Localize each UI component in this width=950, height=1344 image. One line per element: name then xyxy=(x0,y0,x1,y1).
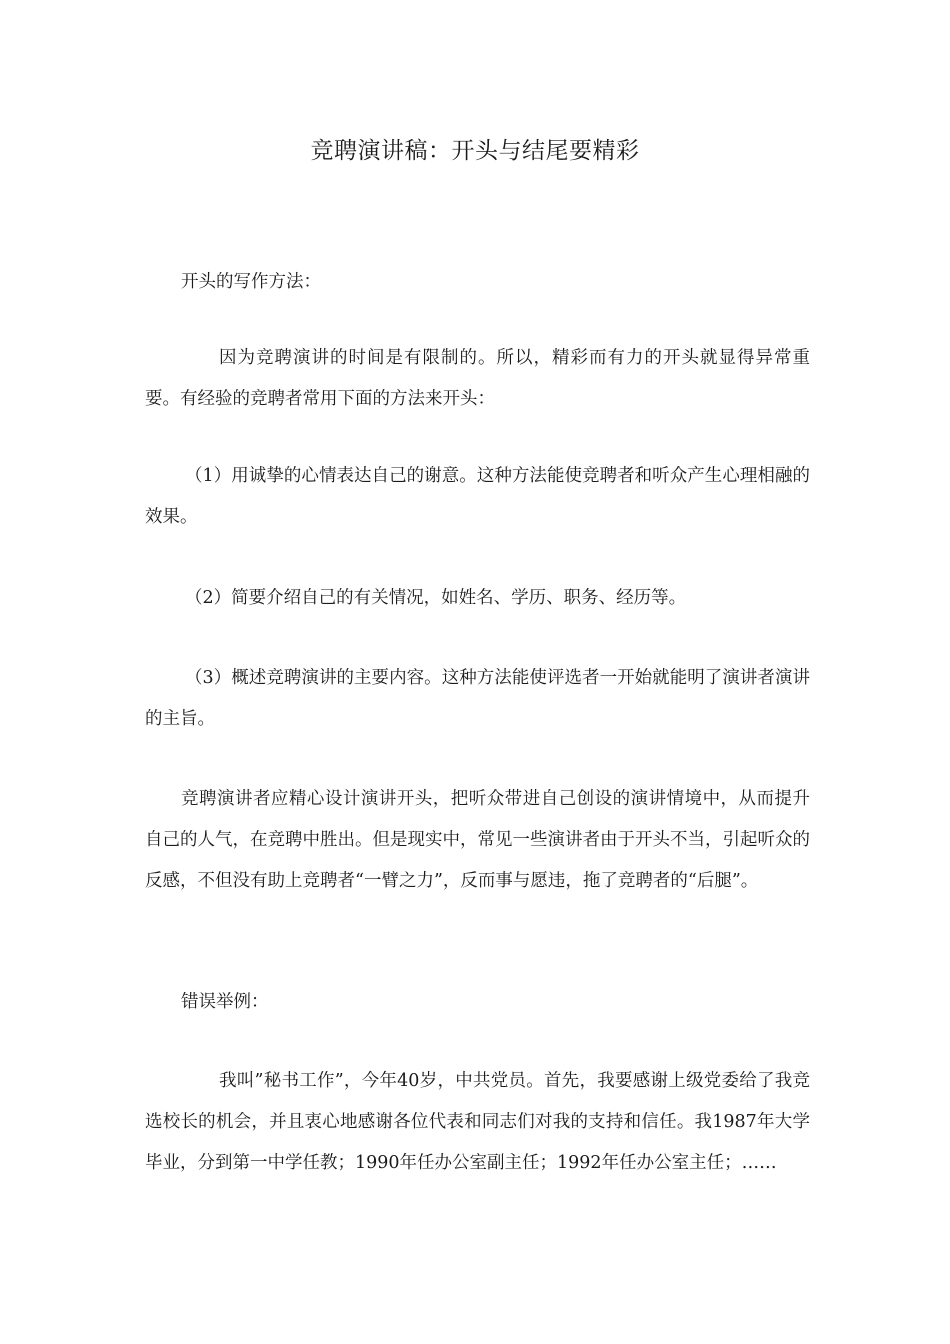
paragraph-opening-heading: 开头的写作方法： xyxy=(181,272,321,292)
paragraph-error-example: 我叫”秘书工作”，今年40岁，中共党员。首先，我要感谢上级党委给了我竞选校长的机会，并且衷心地感谢各位代表和同志们对我的支持和信任。我1987年大学毕业，分到第一中学任教；1990年任办公室副主任；1992年任办公室主任；…… xyxy=(145,1071,810,1173)
paragraph-advice: 竞聘演讲者应精心设计演讲开头，把听众带进自己创设的演讲情境中，从而提升自己的人气，在竞聘中胜出。但是现实中，常见一些演讲者由于开头不当，引起听众的反感，不但没有助上竞聘者“一臂之力”，反而事与愿违，拖了竞聘者的“后腿”。 xyxy=(145,789,810,891)
paragraph-error-heading: 错误举例： xyxy=(181,992,269,1012)
document-title: 竞聘演讲稿：开头与结尾要精彩 xyxy=(310,138,640,164)
paragraph-intro: 因为竞聘演讲的时间是有限制的。所以，精彩而有力的开头就显得异常重要。有经验的竞聘者常用下面的方法来开头： xyxy=(145,348,810,409)
paragraph-method-2: （2）简要介绍自己的有关情况，如姓名、学历、职务、经历等。 xyxy=(185,588,687,608)
paragraph-method-1: （1）用诚挚的心情表达自己的谢意。这种方法能使竞聘者和听众产生心理相融的效果。 xyxy=(145,466,810,527)
paragraph-method-3: （3）概述竞聘演讲的主要内容。这种方法能使评选者一开始就能明了演讲者演讲的主旨。 xyxy=(145,668,810,729)
